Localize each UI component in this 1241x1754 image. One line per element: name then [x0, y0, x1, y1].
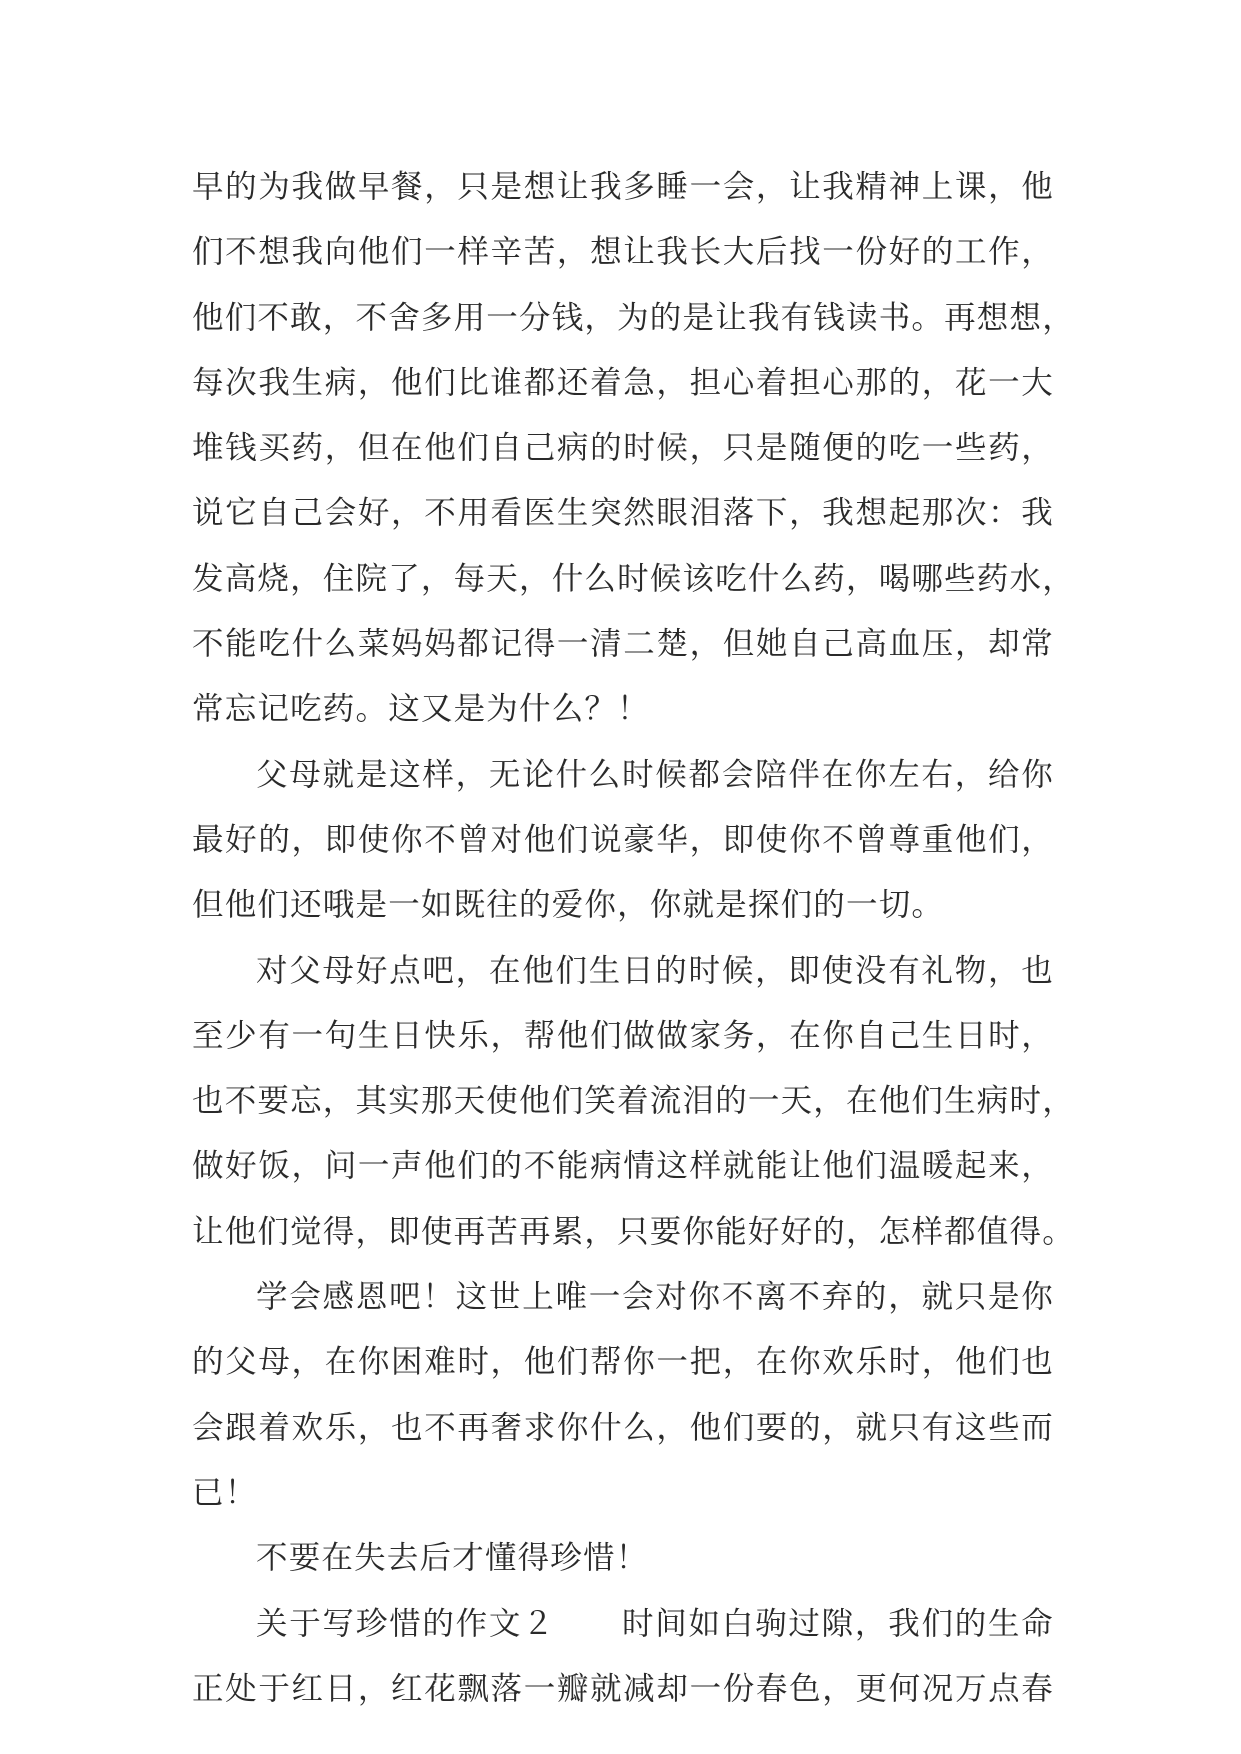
- document-body: [192, 155, 1075, 1722]
- text-line: 的父母，在你困难时，他们帮你一把，在你欢乐时，他们也: [192, 1344, 1054, 1381]
- text-line: 但他们还哦是一如既往的爱你，你就是探们的一切。: [192, 887, 945, 924]
- text-line: 做好饭，问一声他们的不能病情这样就能让他们温暖起来，: [192, 1148, 1054, 1185]
- text-line: 常忘记吃药。这又是为什么？！: [192, 691, 650, 728]
- text-line: 发高烧，住院了，每天，什么时候该吃什么药，喝哪些药水，: [192, 560, 1075, 597]
- text-line: 们不想我向他们一样辛苦，想让我长大后找一份好的工作，: [192, 234, 1054, 271]
- paragraph-first-line: 父母就是这样，无论什么时候都会陪伴在你左右，给你: [256, 756, 1054, 793]
- paragraph-first-line: 对父母好点吧，在他们生日的时候，即使没有礼物，也: [256, 952, 1054, 989]
- text-line: 每次我生病，他们比谁都还着急，担心着担心那的，花一大: [192, 364, 1054, 401]
- text-line: 让他们觉得，即使再苦再累，只要你能好好的，怎样都值得。: [192, 1213, 1075, 1250]
- text-line: 正处于红日，红花飘落一瓣就减却一份春色，更何况万点春: [192, 1670, 1054, 1707]
- text-line: 说它自己会好，不用看医生突然眼泪落下，我想起那次：我: [192, 495, 1054, 532]
- text-line: 他们不敢，不舍多用一分钱，为的是让我有钱读书。再想想，: [192, 299, 1075, 336]
- text-line: 最好的，即使你不曾对他们说豪华，即使你不曾尊重他们，: [192, 821, 1054, 858]
- paragraph-first-line: 关于写珍惜的作文２ 时间如白驹过隙，我们的生命: [256, 1605, 1054, 1642]
- text-line: 会跟着欢乐，也不再奢求你什么，他们要的，就只有这些而: [192, 1409, 1054, 1446]
- text-line: 早的为我做早餐，只是想让我多睡一会，让我精神上课，他: [192, 169, 1054, 205]
- text-line: 堆钱买药，但在他们自己病的时候，只是随便的吃一些药，: [192, 430, 1054, 467]
- paragraph-first-line: 不要在失去后才懂得珍惜！: [256, 1540, 649, 1577]
- text-line: 不能吃什么菜妈妈都记得一清二楚，但她自己高血压，却常: [192, 626, 1054, 663]
- text-line: 也不要忘，其实那天使他们笑着流泪的一天，在他们生病时，: [192, 1083, 1075, 1120]
- paragraph-first-line: 学会感恩吧！这世上唯一会对你不离不弃的，就只是你: [256, 1279, 1054, 1316]
- text-line: 已！: [192, 1474, 258, 1511]
- text-line: 至少有一句生日快乐，帮他们做做家务，在你自己生日时，: [192, 1017, 1054, 1054]
